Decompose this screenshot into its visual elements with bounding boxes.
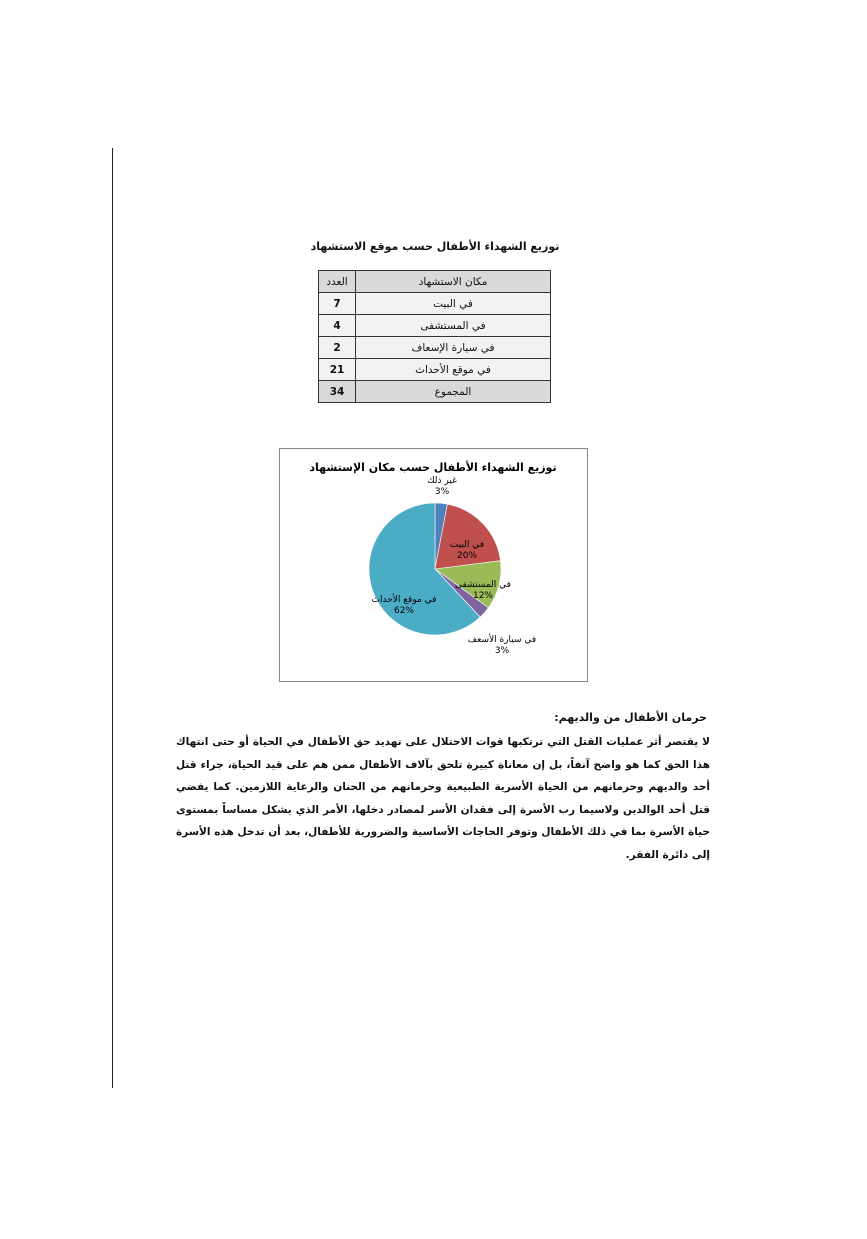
header-count: العدد xyxy=(319,271,356,293)
page-margin-rule xyxy=(112,148,113,1088)
cell-total-count: 34 xyxy=(319,381,356,403)
cell-count: 21 xyxy=(319,359,356,381)
table-row xyxy=(319,293,551,315)
cell-place: في سيارة الإسعاف xyxy=(356,337,551,359)
cell-place: في موقع الأحداث xyxy=(356,359,551,381)
slice-label: في البيت xyxy=(449,540,485,550)
cell-count: 4 xyxy=(319,315,356,337)
table-row xyxy=(319,315,551,337)
table-row xyxy=(319,359,551,381)
slice-percent-label: 62% xyxy=(393,606,415,616)
table-total-row xyxy=(319,381,551,403)
section-heading: حرمان الأطفال من والديهم: xyxy=(554,711,707,724)
slice-label: في موقع الأحداث xyxy=(371,595,437,605)
slice-percent-label: 3% xyxy=(494,646,510,656)
pie-chart xyxy=(280,449,587,681)
slice-percent-label: 12% xyxy=(472,591,494,601)
cell-place: في البيت xyxy=(356,293,551,315)
slice-percent-label: 20% xyxy=(456,551,478,561)
slice-label: في سيارة الأسعف xyxy=(467,635,537,645)
cell-count: 2 xyxy=(319,337,356,359)
table-header-row xyxy=(319,271,551,293)
chart-title: توزيع الشهداء الأطفال حسب مكان الإستشهاد xyxy=(309,461,557,474)
slice-label: غير ذلك xyxy=(427,476,457,486)
places-table xyxy=(318,270,551,403)
cell-total-label: المجموع xyxy=(356,381,551,403)
slice-label: في المستشفى xyxy=(455,580,511,590)
header-place: مكان الاستشهاد xyxy=(356,271,551,293)
slice-percent-label: 3% xyxy=(434,487,450,497)
pie-chart-frame xyxy=(279,448,588,682)
cell-count: 7 xyxy=(319,293,356,315)
section-body: لا يقتصر أثر عمليات القتل التي ترتكبها قوات الاحتلال على تهديد حق الأطفال في الحياة أو حتى انتهاك هذا الحق كما هو واضح آنفاً، بل إن معاناة كبيرة تلحق بآلاف الأطفال ممن هم على قيد الحياة، جراء قتل أحد والديهم وحرمانهم من الحياة الأسرية الطبيعية وحرمانهم من الحنان والرعاية اللازمين. كما يفضي قتل أحد الوالدين ولاسيما رب الأسرة إلى فقدان الأسر لمصادر دخلها، الأمر الذي يشكل مساساً بمستوى حياة الأسرة بما في ذلك الأطفال وتوفر الحاجات الأساسية والضرورية للأطفال، بعد أن تدخل هذه الأسرة إلى دائرة الفقر. xyxy=(176,736,710,861)
table-title: توزيع الشهداء الأطفال حسب موقع الاستشهاد xyxy=(310,240,560,253)
table-row xyxy=(319,337,551,359)
cell-place: في المستشفى xyxy=(356,315,551,337)
